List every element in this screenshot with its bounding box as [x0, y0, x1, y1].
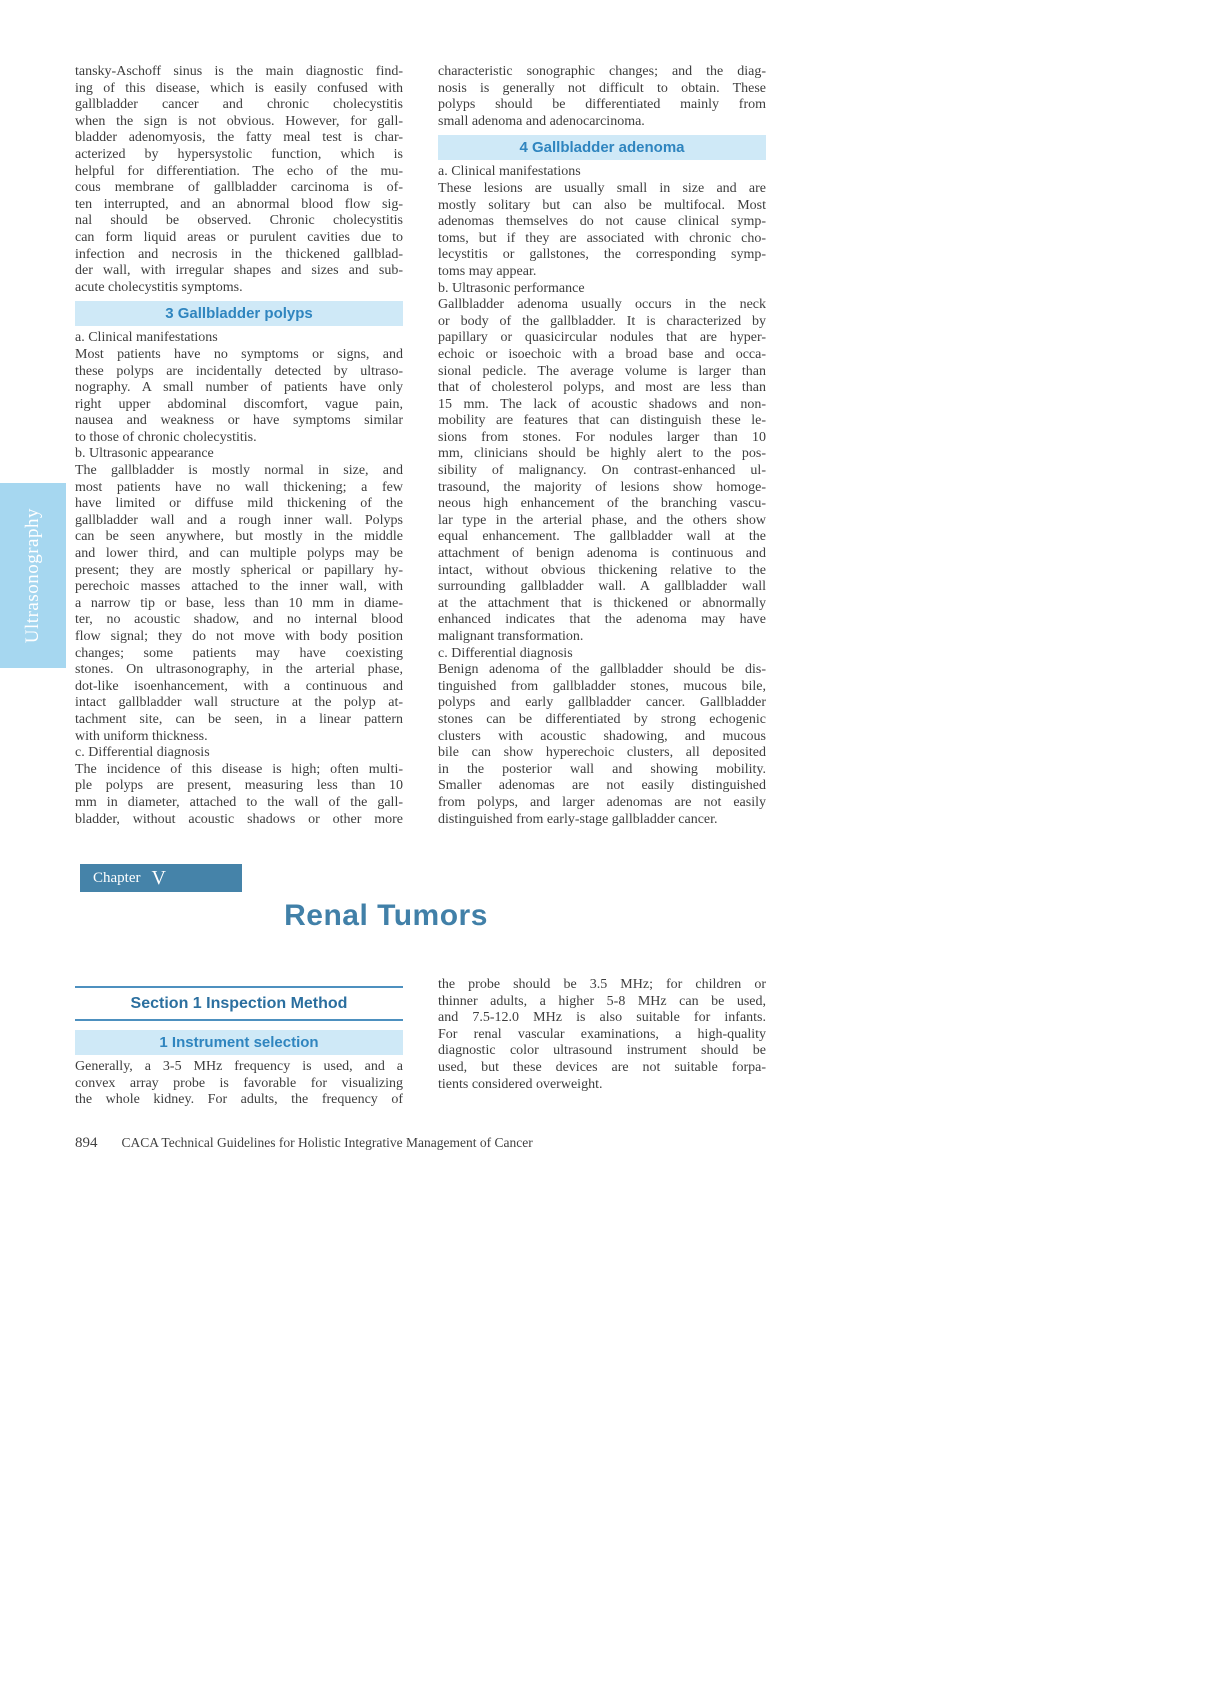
text-line: sional pedicle. The average volume is larger than — [438, 363, 766, 379]
text-line: clusters with acoustic shadowing, and mucous — [438, 728, 766, 744]
bottom-right-column — [438, 977, 766, 1093]
text-line: with uniform thickness. — [75, 728, 208, 744]
text-line: tients considered overweight. — [438, 1076, 603, 1092]
text-line: acterized by hypersystolic function, which is — [75, 146, 403, 162]
chapter-label: Chapter — [93, 869, 141, 886]
footer-text: CACA Technical Guidelines for Holistic Integrative Management of Cancer — [121, 1135, 533, 1150]
text-line: stones. On ultrasonography, in the arterial phase, — [75, 662, 403, 678]
text-line: tachment site, can be seen, in a linear pattern — [75, 711, 403, 727]
text-line: infection and necrosis in the thickened gallblad- — [75, 246, 403, 262]
text-line: when the sign is not obvious. However, for gall- — [75, 113, 403, 129]
text-line: right upper abdominal discomfort, vague pain, — [75, 396, 403, 412]
text-line: most patients have no wall thickening; a few — [75, 479, 403, 495]
text-line: at the attachment that is thickened or abnormally — [438, 595, 766, 611]
text-line: the whole kidney. For adults, the frequency of — [75, 1092, 403, 1108]
text-line: acute cholecystitis symptoms. — [75, 279, 243, 295]
text-line: present; they are mostly spherical or papillary hy- — [75, 562, 403, 578]
text-line: The gallbladder is mostly normal in size, and — [75, 463, 403, 479]
text-line: lecystitis or gallstones, the corresponding symp- — [438, 247, 766, 263]
text-line: enhanced indicates that the adenoma may have — [438, 612, 766, 628]
text-line: intact, without obvious thickening relative to the — [438, 562, 766, 578]
text-line: equal enhancement. The gallbladder wall at the — [438, 529, 766, 545]
text-line: ing of this disease, which is easily confused with — [75, 80, 403, 96]
chapter-numeral: V — [151, 867, 166, 889]
text-line: intact gallbladder wall structure at the polyp at- — [75, 695, 403, 711]
text-line: that of cholesterol polyps, and most are less than — [438, 380, 766, 396]
text-line: and 7.5-12.0 MHz is also suitable for infants. — [438, 1010, 766, 1026]
text-line: bladder, without acoustic shadows or other more — [75, 811, 403, 827]
bottom-left-column — [75, 986, 403, 1109]
text-line: convex array probe is favorable for visualizing — [75, 1075, 403, 1091]
text-line: Most patients have no symptoms or signs, and — [75, 346, 403, 362]
text-line: cous membrane of gallbladder carcinoma is of- — [75, 180, 403, 196]
paragraph-label: a. Clinical manifestations — [75, 330, 218, 346]
text-line: these polyps are incidentally detected by ultraso- — [75, 363, 403, 379]
text-line: tinguished from gallbladder stones, mucous bile, — [438, 678, 766, 694]
text-line: neous high enhancement of the branching vascu- — [438, 496, 766, 512]
text-line: can be seen anywhere, but mostly in the middle — [75, 529, 403, 545]
side-tab-label: Ultrasonography — [22, 507, 43, 644]
text-line: mostly solitary but can also be multifocal. Most — [438, 197, 766, 213]
text-line: Gallbladder adenoma usually occurs in the neck — [438, 297, 766, 313]
bottom-left-text — [75, 1059, 403, 1109]
text-line: The incidence of this disease is high; often multi- — [75, 761, 403, 777]
text-line: to those of chronic cholecystitis. — [75, 429, 257, 445]
chapter-title: Renal Tumors — [284, 899, 488, 932]
text-line: malignant transformation. — [438, 629, 584, 644]
text-line: toms may appear. — [438, 263, 537, 279]
text-line: surrounding gallbladder wall. A gallbladder wall — [438, 579, 766, 595]
text-line: polyps and early gallbladder cancer. Gallbladder — [438, 695, 766, 711]
text-line: changes; some patients may have coexisting — [75, 645, 403, 661]
paragraph-label: b. Ultrasonic appearance — [75, 446, 214, 462]
page-footer — [75, 1135, 533, 1152]
text-line: sibility of malignancy. On contrast-enhanced ul- — [438, 463, 766, 479]
text-line: Benign adenoma of the gallbladder should be dis- — [438, 662, 766, 678]
text-line: nausea and weakness or have symptoms similar — [75, 413, 403, 429]
subsection-heading: 3 Gallbladder polyps — [75, 301, 403, 326]
text-line: or body of the gallbladder. It is characterized by — [438, 313, 766, 329]
text-line: flow signal; they do not move with body position — [75, 629, 403, 644]
text-line: 15 mm. The lack of acoustic shadows and non- — [438, 396, 766, 412]
text-line: ten interrupted, and an abnormal blood flow sig- — [75, 196, 403, 212]
text-line: used, but these devices are not suitable forpa- — [438, 1059, 766, 1075]
text-line: der wall, with irregular shapes and sizes and sub- — [75, 263, 403, 279]
text-line: have limited or diffuse mild thickening of the — [75, 496, 403, 512]
text-line: from polyps, and larger adenomas are not easily — [438, 794, 766, 810]
top-left-column — [75, 64, 403, 828]
text-line: thinner adults, a higher 5-8 MHz can be used, — [438, 993, 766, 1009]
paragraph-label: b. Ultrasonic performance — [438, 280, 585, 296]
paragraph-label: c. Differential diagnosis — [438, 645, 573, 661]
text-line: For renal vascular examinations, a high-quality — [438, 1026, 766, 1042]
text-line: diagnostic color ultrasound instrument should be — [438, 1043, 766, 1059]
top-right-column — [438, 64, 766, 828]
text-line: in the posterior wall and showing mobility. — [438, 761, 766, 777]
text-line: and lower third, and can multiple polyps may be — [75, 546, 403, 562]
text-line: the probe should be 3.5 MHz; for children or — [438, 977, 766, 992]
paragraph-label: a. Clinical manifestations — [438, 164, 581, 180]
text-line: ter, no acoustic shadow, and no internal blood — [75, 612, 403, 628]
text-line: nography. A small number of patients have only — [75, 380, 403, 396]
text-line: gallbladder cancer and chronic cholecystitis — [75, 97, 403, 113]
text-line: mobility are features that can distinguish these le- — [438, 413, 766, 429]
text-line: bile can show hyperechoic clusters, all deposited — [438, 745, 766, 761]
text-line: dot-like isoenhancement, with a continuous and — [75, 678, 403, 694]
text-line: helpful for differentiation. The echo of the mu- — [75, 163, 403, 179]
text-line: echoic or isoechoic with a broad base and occa- — [438, 346, 766, 362]
text-line: nal should be observed. Chronic cholecystitis — [75, 213, 403, 229]
text-line: perechoic masses attached to the inner wall, with — [75, 579, 403, 595]
text-line: tansky-Aschoff sinus is the main diagnostic find- — [75, 64, 403, 79]
text-line: can form liquid areas or purulent cavities due to — [75, 229, 403, 245]
text-line: small adenoma and adenocarcinoma. — [438, 113, 645, 129]
text-line: Smaller adenomas are not easily distinguished — [438, 778, 766, 794]
text-line: mm, clinicians should be highly alert to the pos- — [438, 446, 766, 462]
text-line: polyps should be differentiated mainly from — [438, 97, 766, 113]
text-line: lar type in the arterial phase, and the others show — [438, 512, 766, 528]
text-line: attachment of benign adenoma is continuous and — [438, 546, 766, 562]
page-number: 894 — [75, 1135, 98, 1151]
text-line: toms, but if they are associated with chronic cho- — [438, 230, 766, 246]
text-line: These lesions are usually small in size and are — [438, 180, 766, 196]
text-line: sions from stones. For nodules larger than 10 — [438, 429, 766, 445]
paragraph-label: c. Differential diagnosis — [75, 745, 210, 761]
text-line: ple polyps are present, measuring less than 10 — [75, 778, 403, 794]
text-line: papillary or quasicircular nodules that are hyper- — [438, 330, 766, 346]
chapter-box — [80, 864, 242, 892]
text-line: a narrow tip or base, less than 10 mm in diame- — [75, 595, 403, 611]
text-line: gallbladder wall and a rough inner wall. Polyps — [75, 512, 403, 528]
text-line: mm in diameter, attached to the wall of the gall- — [75, 794, 403, 810]
side-tab-ultrasonography — [0, 483, 66, 668]
subsection-heading: 1 Instrument selection — [75, 1030, 403, 1055]
section-heading: Section 1 Inspection Method — [75, 986, 403, 1021]
text-line: stones can be differentiated by strong echogenic — [438, 711, 766, 727]
text-line: nosis is generally not difficult to obtain. These — [438, 80, 766, 96]
text-line: bladder adenomyosis, the fatty meal test is char- — [75, 130, 403, 146]
text-line: adenomas themselves do not cause clinical symp- — [438, 214, 766, 230]
text-line: Generally, a 3-5 MHz frequency is used, and a — [75, 1059, 403, 1074]
subsection-heading: 4 Gallbladder adenoma — [438, 135, 766, 160]
text-line: trasound, the majority of lesions show homoge- — [438, 479, 766, 495]
text-line: characteristic sonographic changes; and the diag- — [438, 64, 766, 79]
text-line: distinguished from early-stage gallbladder cancer. — [438, 811, 718, 827]
